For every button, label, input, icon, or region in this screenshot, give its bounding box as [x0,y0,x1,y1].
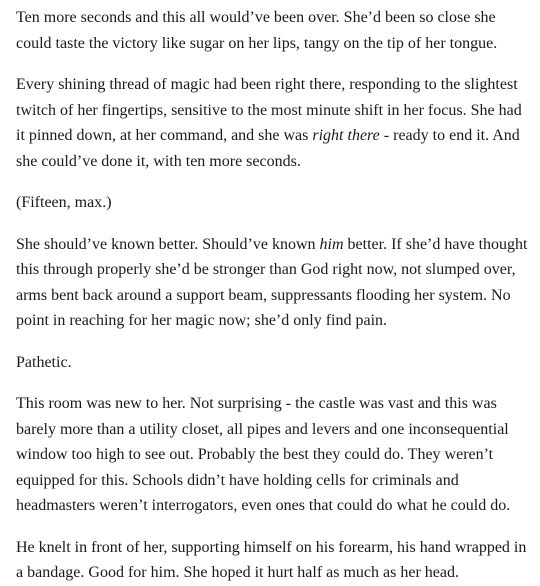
paragraph-4 [16,232,530,334]
paragraph-2 [16,72,530,174]
paragraph-2-end: - ready to end it. And she could’ve done it, with ten more seconds. [16,127,520,170]
paragraph-7: He knelt in front of her, supporting himself on his forearm, his hand wrapped in a bandage. Good for him. She hoped it hurt half as much as her head. [16,538,527,581]
paragraph-3: (Fifteen, max.) [16,194,112,211]
paragraph-2-start: Every shining thread of magic had been right there, responding to the slightest twitch of her fingertips, sensitive to the most minute shift in her focus. She had it pinned down, at her command, and she was [16,76,522,144]
paragraph-4-emphasis: him [319,235,344,253]
paragraph-2-emphasis: right there [312,127,380,144]
paragraph-4-start: She should’ve known better. Should’ve known [16,235,320,253]
paragraph-1: Ten more seconds and this all would’ve been over. She’d been so close she could taste the victory like sugar on her lips, tangy on the tip of her tongue. [16,9,498,52]
paragraph-4-end: better. If she’d have thought this through properly she’d be stronger than God right now, not slumped over, arms bent back around a support beam, suppressants flooding her system. No point in reaching for her magic now; she’d only find pain. [16,235,528,329]
paragraph-5: Pathetic. [16,353,72,371]
paragraph-6: This room was new to her. Not surprising - the castle was vast and this was barely more than a utility closet, all pipes and levers and one inconsequential window too high to see out. Probably the best they could do. They weren’t equipped for this. Schools didn’t have holding cells for criminals and headmasters weren’t interrogators, even ones that could do what he could do. [16,395,511,514]
